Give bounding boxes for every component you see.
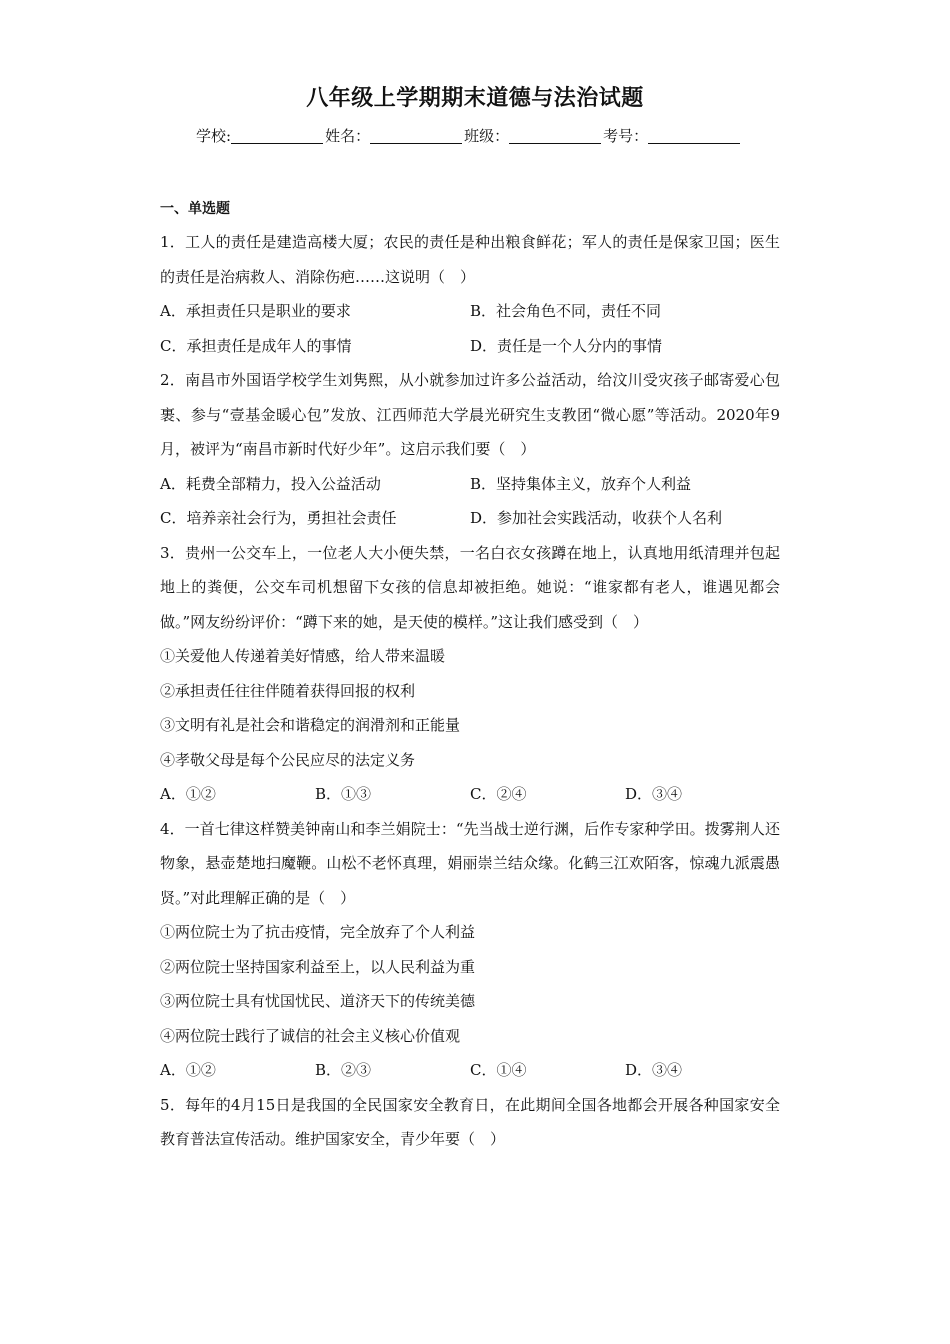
option-row [160, 467, 780, 502]
option-row [160, 294, 780, 329]
question-section [160, 198, 780, 1157]
exam-number-label: 考号： [603, 127, 649, 145]
question-stem: 4．一首七律这样赞美钟南山和李兰娟院士：“先当战士逆行渊，后作专家种学田。拨雾荆人还物象，悬壶楚地扫魔鞭。山松不老怀真理，娟丽崇兰结众缘。化鹤三江欢陌客，惊魂九派震愚贤。”对此理解正确的是（ ） [160, 819, 780, 907]
option-b: B．社会角色不同，责任不同 [470, 302, 662, 320]
student-info-line [196, 124, 796, 148]
name-label: 姓名： [325, 127, 371, 145]
option-a: A．①② [160, 785, 216, 803]
question-stem: 2．南昌市外国语学校学生刘隽熙，从小就参加过许多公益活动，给汶川受灾孩子邮寄爱心包裹、参与“壹基金暖心包”发放、江西师范大学晨光研究生支教团“微心愿”等活动。2020年9月，被评为“南昌市新时代好少年”。这启示我们要（ ） [160, 371, 780, 458]
option-row [160, 777, 780, 812]
option-d: D．参加社会实践活动，收获个人名利 [470, 509, 723, 527]
name-blank[interactable] [370, 127, 462, 144]
option-c: C．培养亲社会行为，勇担社会责任 [160, 509, 397, 527]
option-a: A．耗费全部精力，投入公益活动 [160, 474, 381, 493]
question-stem: 5．每年的4月15日是我国的全民国家安全教育日，在此期间全国各地都会开展各种国家安全教育普法宣传活动。维护国家安全，青少年要（ ） [160, 1095, 780, 1148]
question-5 [160, 1088, 780, 1157]
section-heading: 一、单选题 [160, 201, 230, 217]
exam-number-blank[interactable] [648, 127, 740, 144]
option-d: D．③④ [625, 1061, 683, 1079]
statement-1: ①关爱他人传递着美好情感，给人带来温暖 [160, 647, 446, 665]
option-c: C．承担责任是成年人的事情 [160, 336, 352, 355]
statement-4: ④两位院士践行了诚信的社会主义核心价值观 [160, 1026, 461, 1045]
option-c: C．②④ [470, 785, 527, 803]
question-4 [160, 812, 780, 1088]
statement-2: ②两位院士坚持国家利益至上，以人民利益为重 [160, 957, 476, 976]
option-b: B．①③ [315, 785, 372, 803]
option-b: B．坚持集体主义，放弃个人利益 [470, 474, 692, 493]
question-3 [160, 536, 780, 812]
option-c: C．①④ [470, 1061, 527, 1079]
option-d: D．③④ [625, 785, 683, 803]
statement-1: ①两位院士为了抗击疫情，完全放弃了个人利益 [160, 923, 476, 941]
school-label: 学校: [196, 127, 232, 145]
question-2 [160, 363, 780, 536]
question-stem: 1．工人的责任是建造高楼大厦；农民的责任是种出粮食鲜花；军人的责任是保家卫国；医生的责任是治病救人、消除伤疤……这说明（ ） [160, 233, 780, 286]
option-d: D．责任是一个人分内的事情 [470, 336, 663, 355]
class-label: 班级： [464, 127, 510, 145]
question-stem: 3．贵州一公交车上，一位老人大小便失禁，一名白衣女孩蹲在地上，认真地用纸清理并包起地上的粪便，公交车司机想留下女孩的信息却被拒绝。她说：“谁家都有老人，谁遇见都会做。”网友纷纷评价：“蹲下来的她，是天使的模样。”这让我们感受到（ ） [160, 543, 780, 631]
option-row [160, 501, 780, 536]
class-blank[interactable] [509, 127, 601, 144]
option-row [160, 329, 780, 364]
statement-3: ③文明有礼是社会和谐稳定的润滑剂和正能量 [160, 716, 461, 734]
option-row [160, 1053, 780, 1088]
option-a: A．承担责任只是职业的要求 [160, 302, 351, 320]
exam-title: 八年级上学期期末道德与法治试题 [306, 86, 644, 111]
statement-3: ③两位院士具有忧国忧民、道济天下的传统美德 [160, 992, 476, 1010]
school-blank[interactable] [231, 127, 323, 144]
statement-4: ④孝敬父母是每个公民应尽的法定义务 [160, 750, 416, 769]
option-a: A．①② [160, 1061, 216, 1079]
statement-2: ②承担责任往往伴随着获得回报的权利 [160, 681, 416, 700]
option-b: B．②③ [315, 1061, 372, 1079]
question-1 [160, 225, 780, 363]
